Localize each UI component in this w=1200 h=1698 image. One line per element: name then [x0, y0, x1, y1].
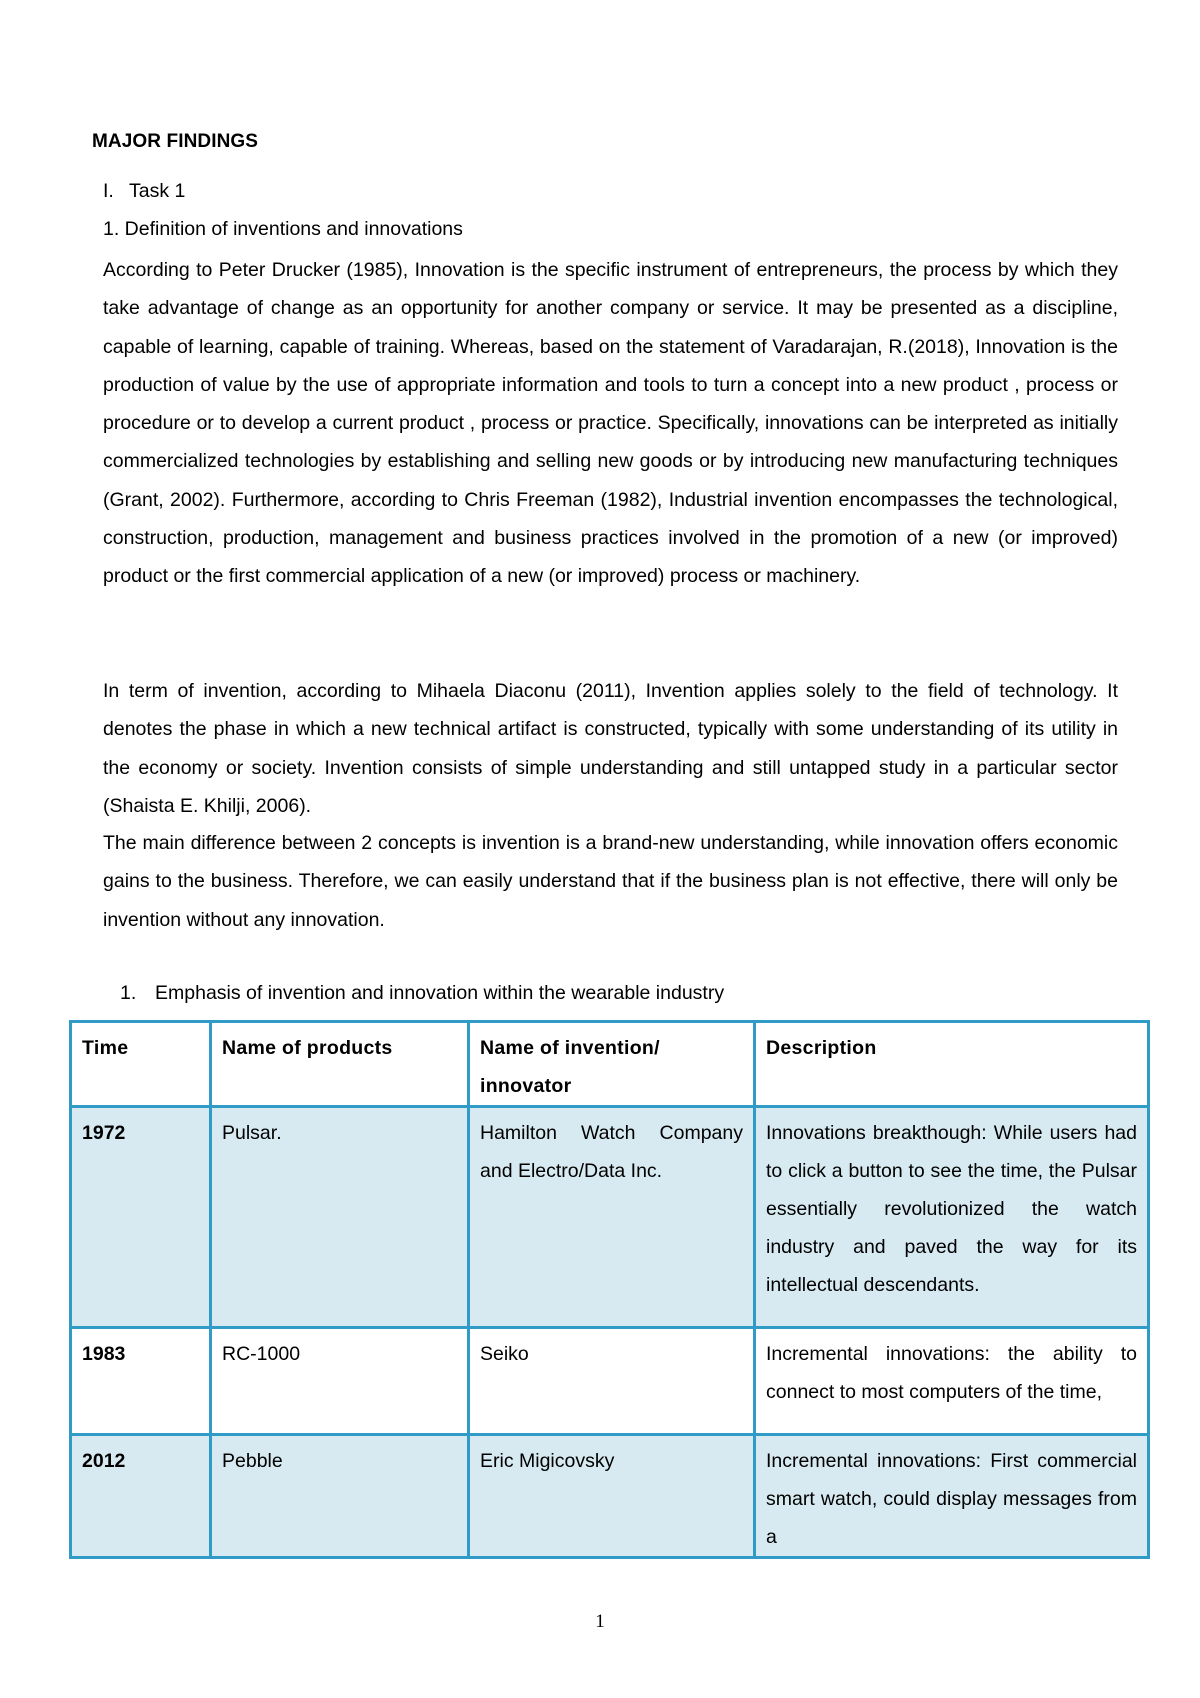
paragraph-innovation-definition: According to Peter Drucker (1985), Innovation is the specific instrument of entrepreneurs, the process by which they take advantage of change as an opportunity for another company or service. It may be presented as a discipline, capable of learning, capable of training. Whereas, based on the statement of Varadarajan, R.(2018), Innovation is the production of value by the use of appropriate information and tools to turn a concept into a new product , process or procedure or to develop a current product , process or practice. Specifically, innovations can be interpreted as initially commercialized technologies by establishing and selling new goods or by introducing new manufacturing techniques (Grant, 2002). Furthermore, according to Chris Freeman (1982), Industrial invention encompasses the technological, construction, production, management and business practices involved in the promotion of a new (or improved) product or the first commercial application of a new (or improved) process or machinery.	[103, 259, 1118, 588]
column-header-time: Time	[71, 1022, 211, 1107]
column-header-innovator: Name of invention/ innovator	[469, 1022, 755, 1107]
task-number: I.	[103, 180, 114, 202]
cell-product: Pulsar.	[211, 1107, 469, 1328]
cell-description: Incremental innovations: First commercial smart watch, could display messages from a	[755, 1435, 1149, 1558]
cell-description: Innovations breakthough: While users had to click a button to see the time, the Pulsar essentially revolutionized the watch industry and paved the way for its intellectual descendants.	[755, 1107, 1149, 1328]
subsection-heading: 1. Definition of inventions and innovations	[103, 218, 463, 240]
paragraph-invention-definition: In term of invention, according to Mihaela Diaconu (2011), Invention applies solely to the field of technology. It denotes the phase in which a new technical artifact is constructed, typically with some understanding of its utility in the economy or society. Invention consists of simple understanding and still untapped study in a particular sector (Shaista E. Khilji, 2006).	[103, 680, 1118, 817]
cell-product: RC-1000	[211, 1328, 469, 1435]
table-row	[71, 1435, 1149, 1558]
paragraph-difference: The main difference between 2 concepts is invention is a brand-new understanding, while innovation offers economic gains to the business. Therefore, we can easily understand that if the business plan is not effective, there will only be invention without any innovation.	[103, 832, 1118, 931]
task-heading	[103, 180, 185, 203]
cell-innovator: Eric Migicovsky	[469, 1435, 755, 1558]
section-heading: MAJOR FINDINGS	[92, 131, 259, 152]
cell-innovator: Seiko	[469, 1328, 755, 1435]
cell-description: Incremental innovations: the ability to connect to most computers of the time,	[755, 1328, 1149, 1435]
cell-product: Pebble	[211, 1435, 469, 1558]
table-row	[71, 1107, 1149, 1328]
cell-time: 1972	[71, 1107, 211, 1328]
wearable-innovation-table	[69, 1020, 1150, 1559]
cell-time: 2012	[71, 1435, 211, 1558]
cell-time: 1983	[71, 1328, 211, 1435]
list-heading-text: Emphasis of invention and innovation within the wearable industry	[155, 982, 725, 1004]
cell-innovator: Hamilton Watch Company and Electro/Data Inc.	[469, 1107, 755, 1328]
task-label: Task 1	[129, 180, 186, 202]
column-header-description: Description	[755, 1022, 1149, 1107]
list-heading	[120, 982, 724, 1005]
table-row	[71, 1328, 1149, 1435]
page-number: 1	[595, 1611, 605, 1632]
column-header-product: Name of products	[211, 1022, 469, 1107]
table-header-row	[71, 1022, 1149, 1107]
list-number: 1.	[120, 982, 137, 1004]
